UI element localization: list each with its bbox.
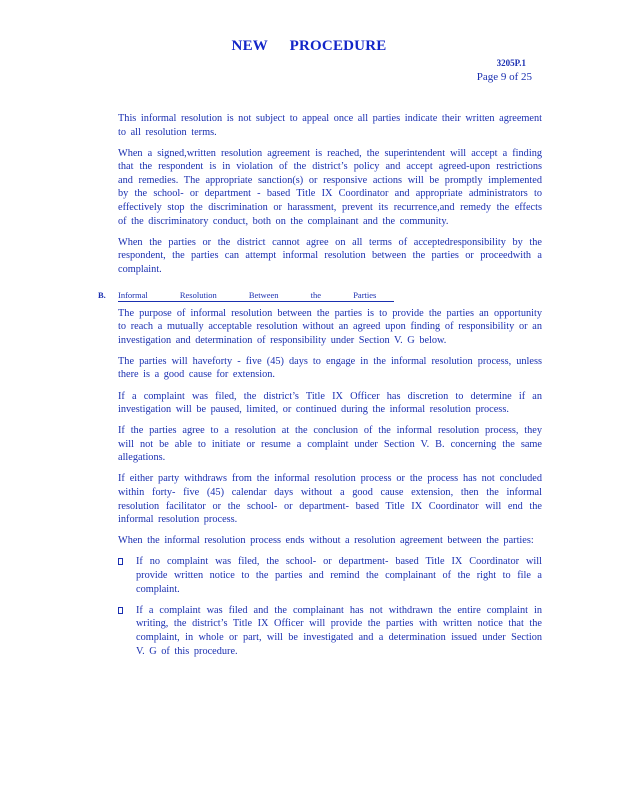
paragraph: If a complaint was filed, the district’s Title IX Officer has discretion to determine if an investigation will be paused, limited, or continued during the informal resolution process. (118, 390, 542, 416)
procedure-number: 3205P.1 (496, 58, 526, 68)
section-title: Informal Resolution Between the Parties (118, 290, 394, 302)
document-body (98, 112, 542, 666)
bullet-square-icon (118, 607, 123, 614)
section-letter: B. (98, 289, 106, 300)
paragraph: When a signed,written resolution agreement is reached, the superintendent will accept a finding that the respondent is in violation of the district’s policy and accept agreed-upon restrictions and remedies. The appropriate sanction(s) or responsive actions will be promptly implemented by the school- or department - based Title IX Coordinator and appropriate administrators to effectively stop the discrimination or harassment, prevent its recurrence,and remedy the effects of the discriminatory conduct, both on the complainant and the community. (118, 147, 542, 227)
paragraph: When the informal resolution process ends without a resolution agreement between the parties: (118, 535, 534, 547)
bullet-square-icon (118, 558, 123, 565)
bullet-text: If a complaint was filed and the complainant has not withdrawn the entire complaint in writing, the district’s Title IX Officer will provide the parties with written notice that the complaint, in whole or part, will be investigated and a determination issued under Section V. G of this procedure. (136, 604, 542, 657)
paragraph: The parties will haveforty - five (45) days to engage in the informal resolution process, unless there is a good cause for extension. (118, 355, 542, 381)
paragraph: When the parties or the district cannot agree on all terms of acceptedresponsibility by the respondent, the parties can attempt informal resolution between the parties or proceedwith a complaint. (118, 236, 542, 275)
bullet-item (118, 555, 542, 596)
bullet-text: If no complaint was filed, the school- or department- based Title IX Coordinator will provide written notice to the parties and remind the complainant of the right to file a complaint. (136, 556, 542, 595)
paragraph: This informal resolution is not subject to appeal once all parties indicate their written agreement to all resolution terms. (118, 113, 542, 138)
paragraph: The purpose of informal resolution between the parties is to provide the parties an opportunity to reach a mutually acceptable resolution without an agreed upon finding of responsibility or an investigation and determination of responsibility under Section V. G below. (118, 307, 542, 346)
bullet-item (118, 604, 542, 658)
paragraph: If either party withdraws from the informal resolution process or the process has not concluded within forty- five (45) calendar days without a good cause extension, then the informal resolution facilitator or the school- or department- based Title IX Coordinator will end the informal resolution process. (118, 473, 542, 526)
section-heading (98, 289, 542, 301)
page-title: NEW PROCEDURE (231, 38, 387, 54)
paragraph: If the parties agree to a resolution at the conclusion of the informal resolution process, they will not be able to initiate or resume a complaint under Section V. B. concerning the same allegations. (118, 425, 542, 464)
page-number: Page 9 of 25 (476, 71, 532, 83)
